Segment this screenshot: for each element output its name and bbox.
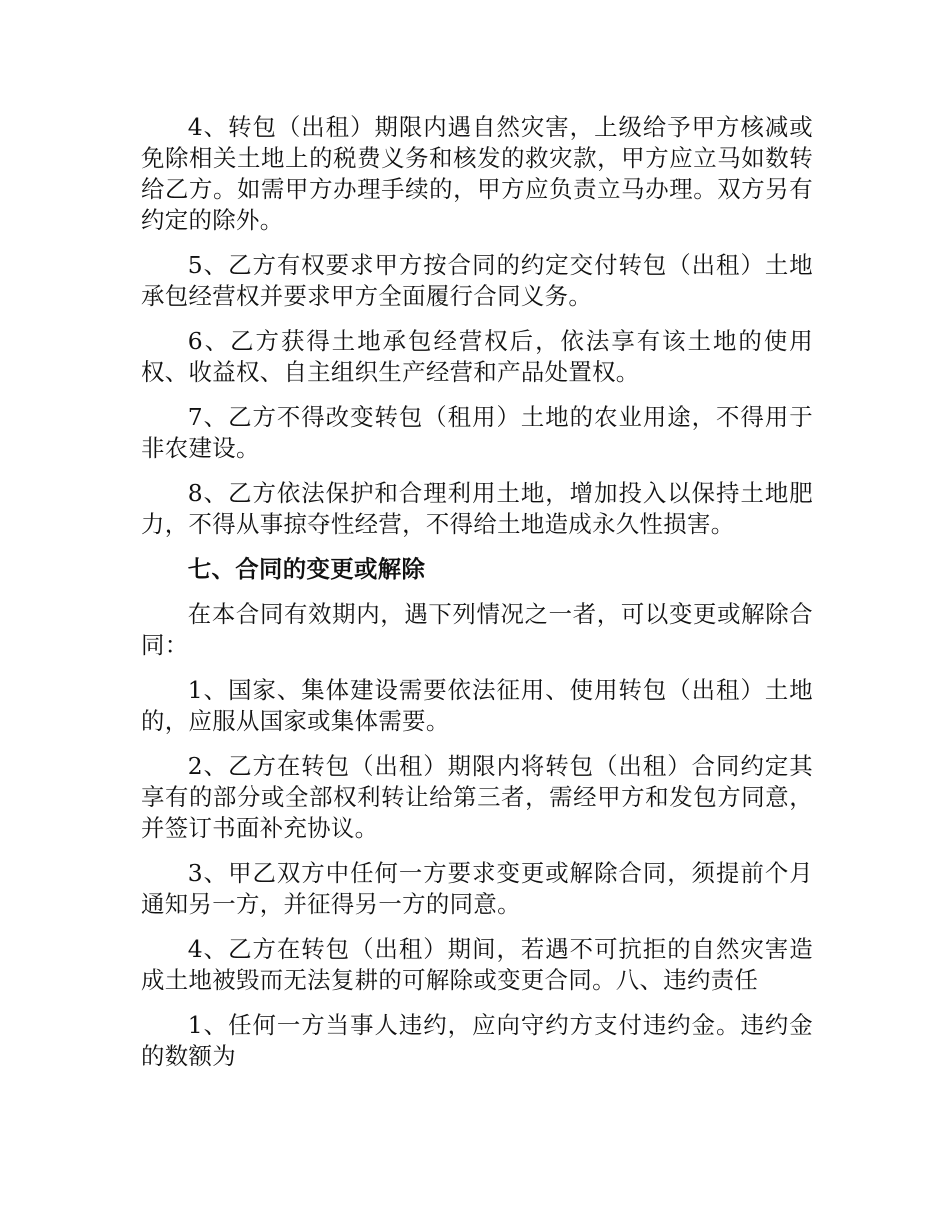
paragraph-change-clause-4: 4、乙方在转包（出租）期间，若遇不可抗拒的自然灾害造成土地被毁而无法复耕的可解除或变更合同。八、违约责任 — [141, 935, 813, 994]
document-page — [141, 112, 813, 1086]
paragraph-change-clause-1: 1、国家、集体建设需要依法征用、使用转包（出租）土地的，应服从国家或集体需要。 — [141, 676, 813, 735]
paragraph-clause-6: 6、乙方获得土地承包经营权后，依法享有该土地的使用权、收益权、自主组织生产经营和产品处置权。 — [141, 327, 813, 386]
paragraph-clause-5: 5、乙方有权要求甲方按合同的约定交付转包（出租）土地承包经营权并要求甲方全面履行合同义务。 — [141, 251, 813, 310]
paragraph-change-clause-2: 2、乙方在转包（出租）期限内将转包（出租）合同约定其享有的部分或全部权利转让给第三者，需经甲方和发包方同意，并签订书面补充协议。 — [141, 752, 813, 842]
paragraph-liability-clause-1: 1、任何一方当事人违约，应向守约方支付违约金。违约金的数额为 — [141, 1011, 813, 1070]
section-heading: 七、合同的变更或解除 — [187, 555, 426, 583]
paragraph-clause-4: 4、转包（出租）期限内遇自然灾害，上级给予甲方核减或免除相关土地上的税费义务和核发的救灾款，甲方应立马如数转给乙方。如需甲方办理手续的，甲方应负责立马办理。双方另有约定的除外。 — [141, 113, 813, 234]
paragraph-clause-8: 8、乙方依法保护和合理利用土地，增加投入以保持土地肥力，不得从事掠夺性经营，不得给土地造成永久性损害。 — [141, 479, 813, 538]
paragraph-change-clause-3: 3、甲乙双方中任何一方要求变更或解除合同，须提前个月通知另一方，并征得另一方的同意。 — [141, 859, 813, 918]
paragraph-clause-7: 7、乙方不得改变转包（租用）土地的农业用途，不得用于非农建设。 — [141, 403, 813, 462]
paragraph-intro: 在本合同有效期内，遇下列情况之一者，可以变更或解除合同： — [141, 600, 813, 659]
